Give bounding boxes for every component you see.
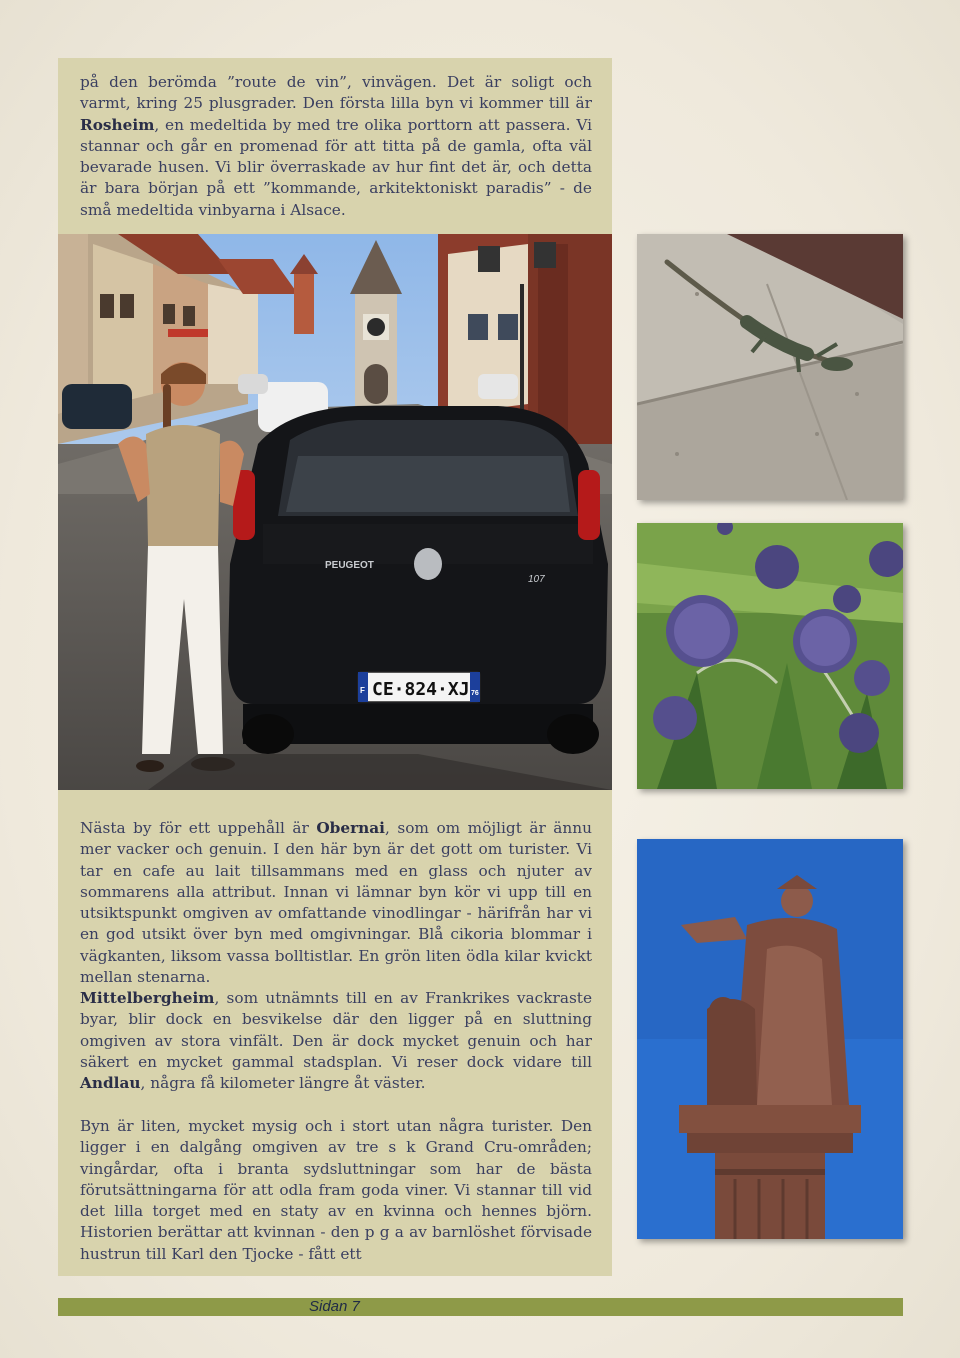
paragraph-rosheim <box>80 72 592 221</box>
paragraph-obernai <box>80 818 592 988</box>
car-brand-badge: PEUGEOT <box>325 560 374 571</box>
text-run: , som utnämnts till en av Frankrikes vackraste byar, blir dock en besvikelse där den ligger på en sluttning omgiven av stora vinfält. Den är dock mycket genuin och har säkert en mycket gammal stadsplan. Vi reser dock vidare till <box>80 989 592 1071</box>
car-model-badge: 107 <box>528 574 545 585</box>
footer-bar <box>58 1298 903 1316</box>
town-name-mittelbergheim: Mittelbergheim <box>80 989 215 1007</box>
text-run: , som om möjligt är ännu mer vacker och genuin. I den här byn är det gott om turister. Vi tar en cafe au lait tillsammans med en glass och njuter av sommarens alla attribut. Innan vi lämnar byn kör vi upp till en utsiktspunkt omgiven av omfattande vinodlingar - härifrån har vi en god utsikt över byn med omgivningar. Blå cikoria blommar i vägkanten, liksom vassa bolltistlar. En grön liten ödla kilar kvickt mellan stenarna. <box>80 819 592 987</box>
town-name-obernai: Obernai <box>316 819 385 837</box>
plate-country: F <box>360 686 365 695</box>
text-run: Nästa by för ett uppehåll är <box>80 819 317 837</box>
plate-region: 76 <box>471 690 479 697</box>
text-run: på den berömda ”route de vin”, vinvägen. Det är soligt och varmt, kring 25 plusgrader. Den första lilla byn vi kommer till är <box>80 73 592 113</box>
paragraph-mittelbergheim <box>80 988 592 1094</box>
license-plate: CE·824·XJ <box>372 679 470 700</box>
text-run: , några få kilometer längre åt väster. <box>140 1074 426 1093</box>
photo-statue-woman-bear <box>637 839 903 1239</box>
text-run: , en medeltida by med tre olika porttorn att passera. Vi stannar och går en promenad för att titta på de gamla, ofta väl bevarade husen. Vi blir överraskade av hur fint det är, och detta är bara början på ett ”kommande, arkitektoniskt paradis” - de små medeltida vinbyarna i Alsace. <box>80 115 592 219</box>
town-name-andlau: Andlau <box>80 1074 141 1093</box>
page-number: Sidan 7 <box>309 1298 360 1315</box>
photo-street-car <box>58 234 612 790</box>
paragraph-andlau: Byn är liten, mycket mysig och i stort utan några turister. Den ligger i en dalgång omgiven av tre s k Grand Cru-områden; vingårdar, ofta i branta sydsluttningar som har de bästa förutsättningarna för att odla fram goda viner. Vi stannar till vid det lilla torget med en staty av en kvinna och hennes björn. Historien berättar att kvinnan - den p g a av barnlöshet förvisade hustrun till Karl den Tjocke - fått ett <box>80 1117 592 1263</box>
town-name-rosheim: Rosheim <box>80 115 155 134</box>
photo-globe-thistles <box>637 523 903 789</box>
photo-lizard <box>637 234 903 500</box>
